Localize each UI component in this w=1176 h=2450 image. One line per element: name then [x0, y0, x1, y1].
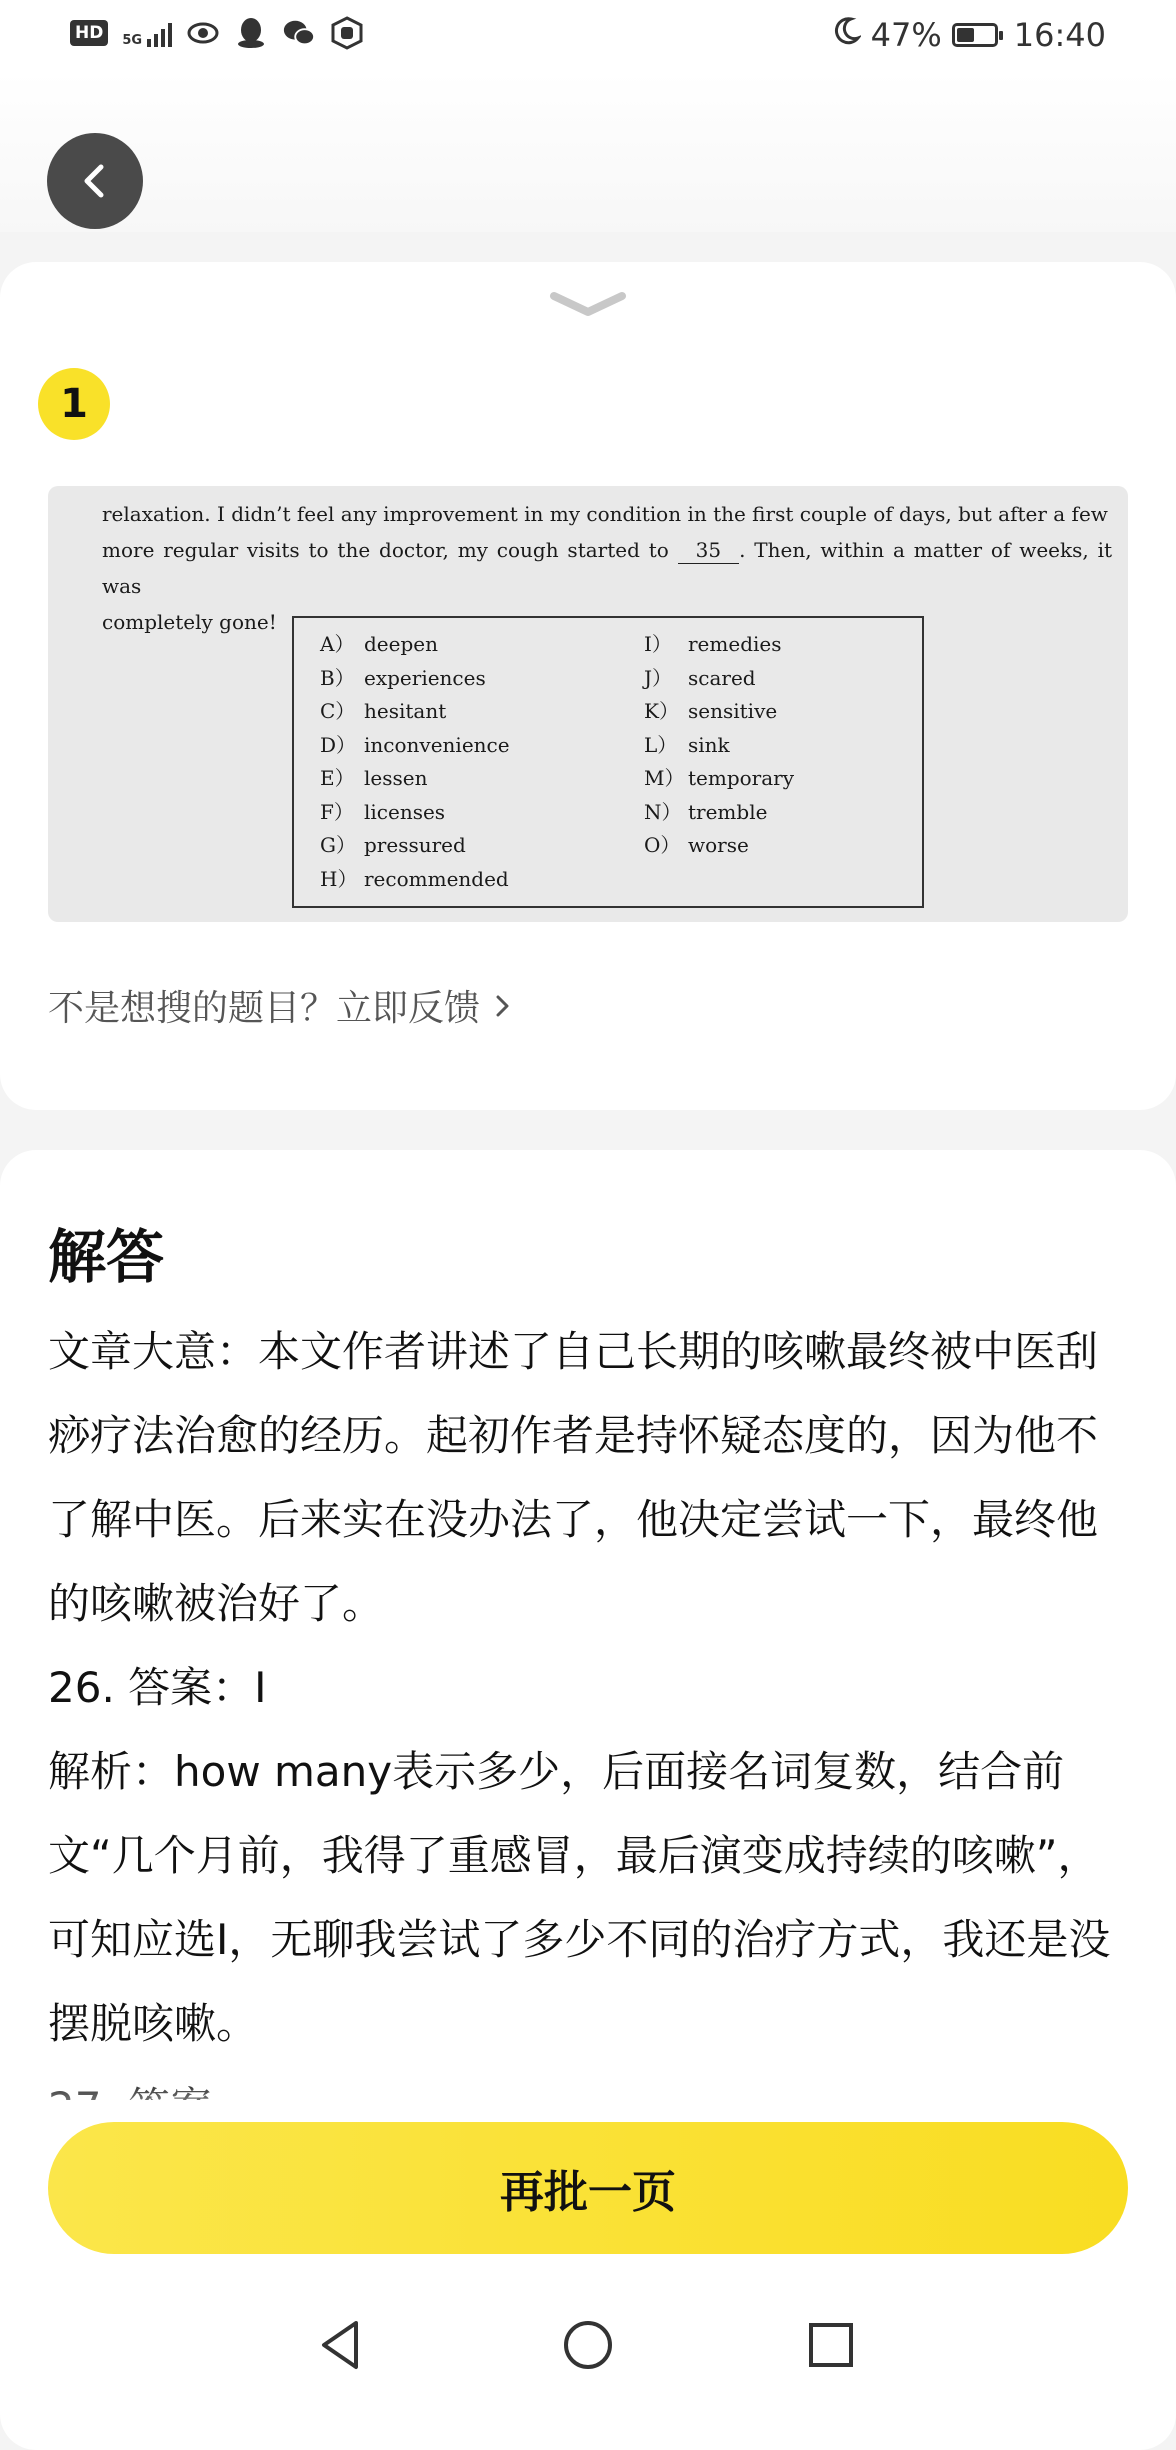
- option-item: M） temporary: [644, 766, 795, 790]
- system-nav-bar: [0, 2290, 1176, 2400]
- nav-home-button[interactable]: [553, 2310, 623, 2380]
- back-button[interactable]: [47, 133, 143, 229]
- battery-icon: [952, 23, 998, 47]
- circle-home-icon: [561, 2318, 615, 2372]
- hd-badge: HD: [70, 20, 108, 46]
- chevron-down-icon: [548, 284, 628, 324]
- status-bar-right: [831, 16, 1106, 54]
- triangle-back-icon: [316, 2318, 366, 2372]
- option-item: A） deepen: [320, 632, 438, 656]
- word-bank-box: [292, 616, 924, 908]
- word-bank-left-column: [320, 628, 510, 896]
- answer-body: [48, 1310, 1128, 2150]
- passage-segment: . Then, within a matter of weeks, it was: [102, 538, 1112, 598]
- question-card: [0, 262, 1176, 1110]
- signal-label: 5G: [122, 33, 143, 48]
- option-item: I） remedies: [644, 632, 782, 656]
- word-bank-right-column: [644, 628, 794, 863]
- status-bar-left: [70, 16, 364, 50]
- answer-summary: 文章大意：本文作者讲述了自己长期的咳嗽最终被中医刮痧疗法治愈的经历。起初作者是持怀疑态度的，因为他不了解中医。后来实在没办法了，他决定尝试一下，最终他的咳嗽被治好了。: [48, 1327, 1099, 1628]
- answer-blank: 35: [678, 537, 739, 564]
- answer-q26: 26. 答案：I: [48, 1663, 267, 1712]
- next-page-button[interactable]: 再批一页: [48, 2122, 1128, 2254]
- square-recent-icon: [806, 2320, 856, 2370]
- header-area: [0, 72, 1176, 232]
- question-image[interactable]: [48, 486, 1128, 922]
- nav-recent-button[interactable]: [796, 2310, 866, 2380]
- wechat-icon: [282, 16, 316, 50]
- answer-title: 解答: [48, 1223, 165, 1291]
- option-item: E） lessen: [320, 766, 428, 790]
- option-item: F） licenses: [320, 799, 446, 824]
- status-bar: [0, 0, 1176, 72]
- option-item: G） pressured: [320, 833, 466, 857]
- eye-icon: [186, 16, 220, 50]
- qq-icon: [234, 16, 268, 50]
- passage-line: [102, 532, 1112, 604]
- option-item: H） recommended: [320, 866, 509, 891]
- passage-segment: more regular visits to the doctor, my cough started to: [102, 538, 669, 562]
- chevron-right-icon: [490, 991, 514, 1021]
- battery-percent: 47%: [870, 16, 942, 54]
- option-item: O） worse: [644, 833, 749, 857]
- nav-back-button[interactable]: [306, 2310, 376, 2380]
- feedback-link-label: 不是想搜的题目？立即反馈: [48, 988, 481, 1029]
- clock: 16:40: [1013, 16, 1106, 54]
- moon-icon: [831, 16, 861, 54]
- signal-icon: [122, 19, 172, 47]
- passage-line: relaxation. I didn’t feel any improvement in my condition in the first couple of days, but after a few: [102, 502, 1108, 526]
- option-item: N） tremble: [644, 799, 768, 824]
- option-item: B） experiences: [320, 665, 486, 690]
- option-item: L） sink: [644, 732, 730, 757]
- chevron-left-icon: [73, 159, 117, 203]
- hand-shield-icon: [330, 16, 364, 50]
- option-item: D） inconvenience: [320, 732, 510, 757]
- feedback-link[interactable]: [48, 980, 514, 1031]
- option-item: C） hesitant: [320, 699, 447, 723]
- analysis-q26: 解析：how many表示多少，后面接名词复数，结合前文“几个月前，我得了重感冒，最后演变成持续的咳嗽”，可知应选I，无聊我尝试了多少不同的治疗方式，我还是没摆脱咳嗽。: [48, 1747, 1111, 2048]
- collapse-handle[interactable]: [548, 284, 628, 328]
- question-number-badge: 1: [38, 368, 110, 440]
- option-item: K） sensitive: [644, 699, 778, 723]
- option-item: J） scared: [644, 665, 756, 690]
- passage-line: completely gone!: [102, 610, 277, 634]
